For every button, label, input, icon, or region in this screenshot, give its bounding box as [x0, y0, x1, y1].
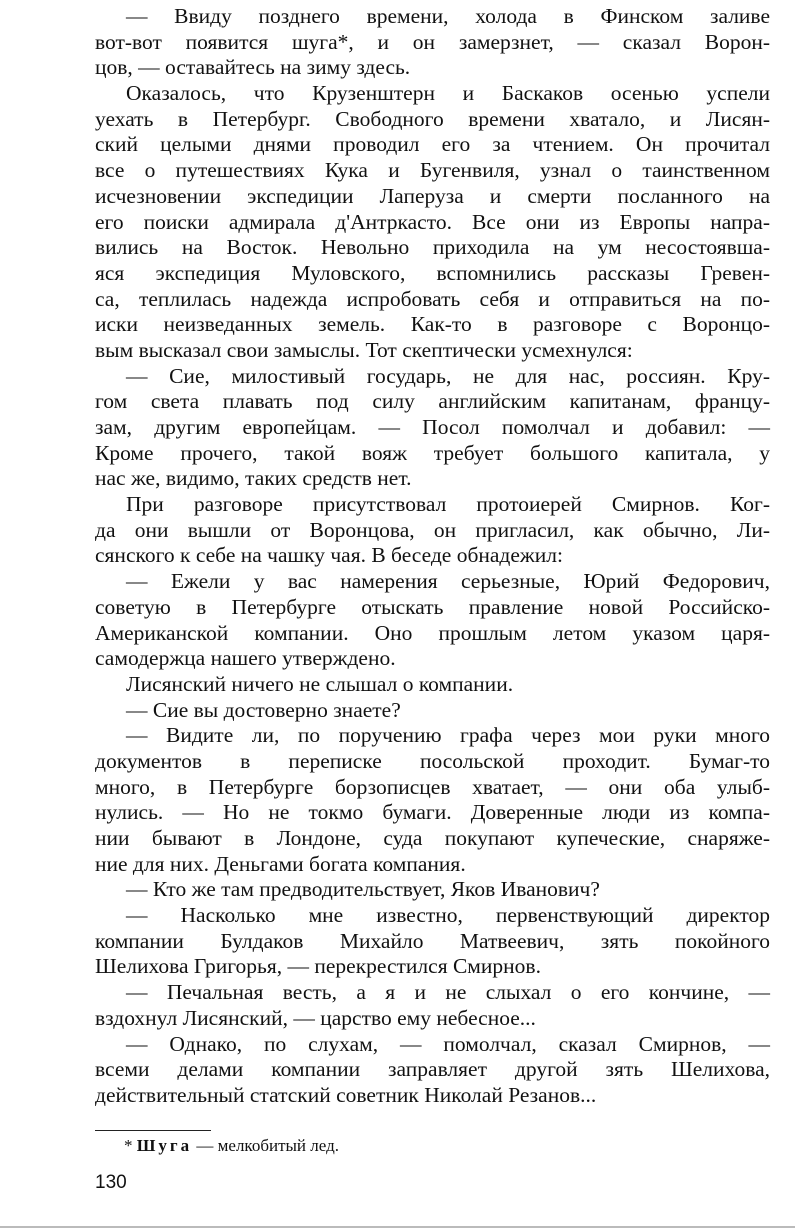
text-line: — Ежели у вас намерения серьезные, Юрий Федорович, [126, 569, 770, 594]
text-line: гом света плавать под силу английским капитанам, францу- [95, 389, 770, 414]
text-line: нулись. — Но не токмо бумаги. Доверенные люди из компа- [95, 800, 770, 825]
footnote [124, 1136, 339, 1156]
text-line: Оказалось, что Крузенштерн и Баскаков осенью успели [126, 81, 770, 106]
text-line: компании Булдаков Михайло Матвеевич, зять покойного [95, 928, 770, 953]
page-bottom-edge [0, 1226, 795, 1228]
footnote-marker: * [124, 1136, 137, 1155]
footnote-term: Шуга [136, 1136, 193, 1155]
text-line: — Кто же там предводительствует, Яков Иванович? [126, 877, 600, 902]
text-line: документов в переписке посольской проходит. Бумаг-то [95, 748, 770, 773]
text-line: много, в Петербурге борзописцев хватает, — они оба улыб- [95, 774, 770, 799]
text-line: иски неизведанных земель. Как-то в разговоре с Воронцо- [95, 312, 770, 337]
text-line: Шелихова Григорья, — перекрестился Смирнов. [95, 954, 541, 979]
text-line: са, теплилась надежда испробовать себя и отправиться на по- [95, 286, 770, 311]
text-line: самодержца нашего утверждено. [95, 646, 396, 671]
footnote-divider [95, 1130, 211, 1131]
page-number: 130 [95, 1172, 127, 1193]
text-line: все о путешествиях Кука и Бугенвиля, узнал о таинственном [95, 158, 770, 183]
text-line: вздохнул Лисянский, — царство ему небесное... [95, 1005, 536, 1030]
text-line: — Печальная весть, а я и не слыхал о его кончине, — [126, 980, 770, 1005]
text-line: — Сие, милостивый государь, не для нас, россиян. Кру- [126, 363, 770, 388]
text-line: — Ввиду позднего времени, холода в Финском заливе [126, 4, 770, 28]
text-line: уехать в Петербург. Свободного времени хватало, и Лисян- [95, 106, 770, 131]
text-line: его поиски адмирала д'Антркасто. Все они из Европы напра- [95, 209, 770, 234]
body-text [95, 4, 770, 1109]
text-line: зам, другим европейцам. — Посол помолчал и добавил: — [95, 415, 770, 439]
text-line: всеми делами компании заправляет другой зять Шелихова, [95, 1057, 770, 1082]
text-line: ский целыми днями проводил его за чтением. Он прочитал [95, 132, 770, 157]
text-line: действительный статский советник Николай Резанов... [95, 1082, 597, 1107]
footnote-definition: — мелкобитый лед. [192, 1136, 339, 1155]
text-line: нии бывают в Лондоне, суда покупают купеческие, снаряже- [95, 826, 770, 850]
text-line: Американской компании. Оно прошлым летом указом царя- [95, 620, 770, 645]
text-line: вот-вот появится шуга*, и он замерзнет, — сказал Ворон- [95, 29, 770, 54]
text-line: Кроме прочего, такой вояж требует большого капитала, у [95, 440, 770, 465]
text-line: — Насколько мне известно, первенствующий директор [126, 903, 770, 928]
text-line: — Однако, по слухам, — помолчал, сказал Смирнов, — [126, 1031, 770, 1056]
text-line: сянского к себе на чашку чая. В беседе обнадежил: [95, 543, 563, 568]
text-line: да они вышли от Воронцова, он пригласил, как обычно, Ли- [95, 517, 770, 542]
text-line: вились на Восток. Невольно приходила на ум несостоявша- [95, 235, 770, 260]
text-line: цов, — оставайтесь на зиму здесь. [95, 55, 411, 80]
text-line: вым высказал свои замыслы. Тот скептически усмехнулся: [95, 337, 633, 362]
text-line: яся экспедиция Муловского, вспомнились рассказы Гревен- [95, 260, 770, 285]
text-line: нас же, видимо, таких средств нет. [95, 466, 412, 491]
text-line: советую в Петербурге отыскать правление новой Российско- [95, 594, 770, 619]
text-line: ние для них. Деньгами богата компания. [95, 851, 466, 876]
text-line: Лисянский ничего не слышал о компании. [126, 671, 514, 696]
text-line: При разговоре присутствовал протоиерей Смирнов. Ког- [126, 492, 770, 517]
text-line: исчезновении экспедиции Лаперуза и смерти посланного на [95, 183, 770, 208]
text-line: — Сие вы достоверно знаете? [126, 697, 401, 722]
text-line: — Видите ли, по поручению графа через мои руки много [126, 723, 770, 748]
